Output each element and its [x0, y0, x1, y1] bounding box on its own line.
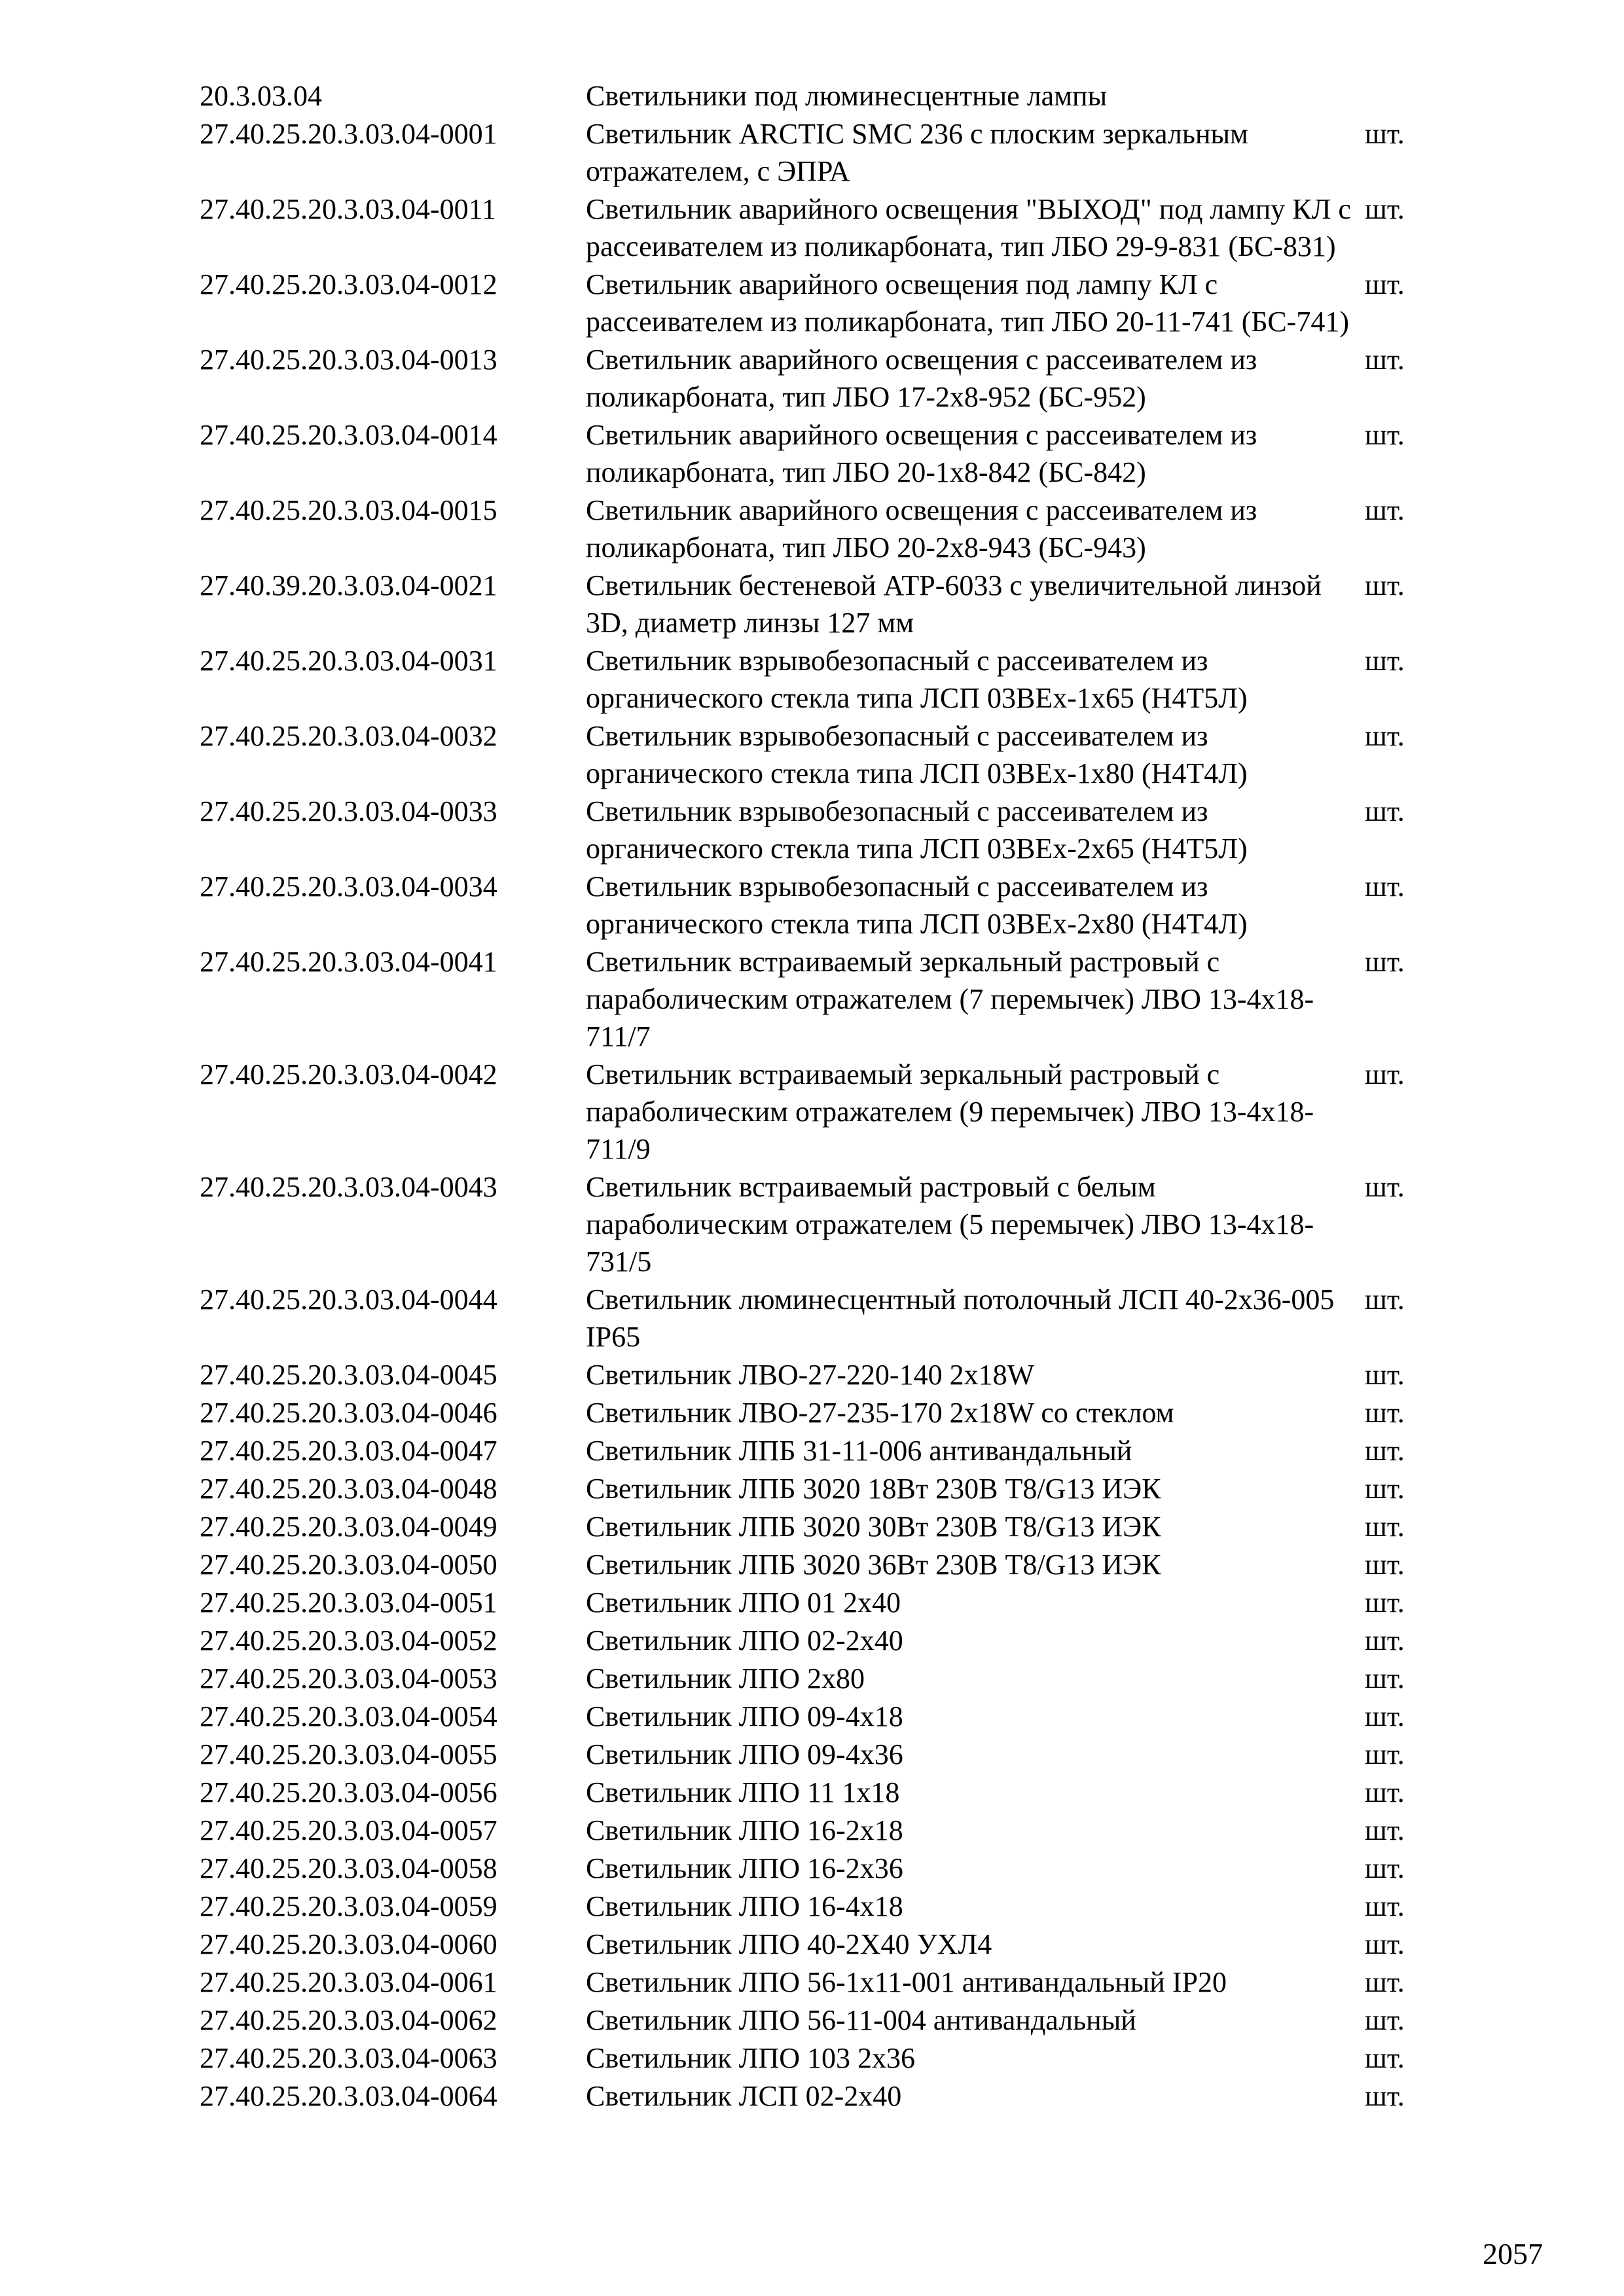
item-unit: шт.	[1365, 1171, 1405, 1203]
item-name: Светильник ARCTIC SMC 236 с плоским зеркальным отражателем, с ЭПРА	[586, 118, 1248, 187]
section-code: 20.3.03.04	[200, 80, 322, 112]
item-code: 27.40.25.20.3.03.04-0051	[200, 1587, 497, 1619]
item-code: 27.40.25.20.3.03.04-0052	[200, 1624, 497, 1657]
item-code: 27.40.25.20.3.03.04-0001	[200, 118, 497, 150]
item-unit: шт.	[1365, 193, 1405, 225]
item-name: Светильник ЛСП 02-2х40	[586, 2080, 902, 2112]
item-unit: шт.	[1365, 1511, 1405, 1543]
item-unit: шт.	[1365, 569, 1405, 601]
item-name: Светильник ЛПО 02-2х40	[586, 1624, 903, 1657]
table-row	[200, 943, 1443, 1055]
table-row	[200, 1888, 1443, 1925]
item-code: 27.40.25.20.3.03.04-0053	[200, 1662, 497, 1695]
price-list	[200, 77, 1443, 2115]
item-name: Светильник ЛПО 16-2х18	[586, 1814, 903, 1846]
item-code: 27.40.25.20.3.03.04-0041	[200, 946, 497, 978]
item-unit: шт.	[1365, 1966, 1405, 1998]
item-code: 27.40.25.20.3.03.04-0050	[200, 1549, 497, 1581]
table-row	[200, 2001, 1443, 2039]
item-code: 27.40.25.20.3.03.04-0032	[200, 720, 497, 752]
table-row	[200, 416, 1443, 491]
item-unit: шт.	[1365, 870, 1405, 903]
section-unit-empty	[1365, 77, 1443, 115]
item-unit: шт.	[1365, 1700, 1405, 1732]
table-row	[200, 1622, 1443, 1659]
table-row	[200, 341, 1443, 416]
item-name: Светильник взрывобезопасный с рассеивателем из органического стекла типа ЛСП 03ВЕх-1х80 (Н4Т4Л)	[586, 720, 1248, 789]
item-unit: шт.	[1365, 1662, 1405, 1695]
item-unit: шт.	[1365, 1624, 1405, 1657]
table-row	[200, 492, 1443, 566]
item-name: Светильник ЛПО 16-4х18	[586, 1890, 903, 1922]
item-name: Светильник ЛПБ 3020 18Вт 230В Т8/G13 ИЭК	[586, 1473, 1161, 1505]
table-row	[200, 2077, 1443, 2115]
item-code: 27.40.25.20.3.03.04-0012	[200, 268, 497, 300]
table-row	[200, 1546, 1443, 1583]
item-name: Светильник взрывобезопасный с рассеивателем из органического стекла типа ЛСП 03ВЕх-2х80 (Н4Т4Л)	[586, 870, 1248, 940]
item-unit: шт.	[1365, 419, 1405, 451]
item-name: Светильник ЛПО 01 2х40	[586, 1587, 901, 1619]
item-name: Светильник аварийного освещения под лампу КЛ с рассеивателем из поликарбоната, тип ЛБО 20-11-741 (БС-741)	[586, 268, 1349, 338]
table-row	[200, 1774, 1443, 1811]
item-unit: шт.	[1365, 268, 1405, 300]
item-code: 27.40.25.20.3.03.04-0057	[200, 1814, 497, 1846]
table-row	[200, 190, 1443, 265]
item-unit: шт.	[1365, 2042, 1405, 2074]
item-name: Светильник ЛПО 56-11-004 антивандальный	[586, 2004, 1136, 2036]
item-unit: шт.	[1365, 1587, 1405, 1619]
item-unit: шт.	[1365, 1283, 1405, 1316]
item-name: Светильник люминесцентный потолочный ЛСП 40-2х36-005 IP65	[586, 1283, 1335, 1353]
table-row	[200, 1508, 1443, 1545]
item-code: 27.40.25.20.3.03.04-0046	[200, 1397, 497, 1429]
table-row	[200, 2039, 1443, 2077]
item-name: Светильник ЛПО 11 1х18	[586, 1776, 900, 1808]
section-header-row	[200, 77, 1443, 115]
item-name: Светильник ЛПО 09-4х18	[586, 1700, 903, 1732]
item-code: 27.40.25.20.3.03.04-0061	[200, 1966, 497, 1998]
table-row	[200, 1660, 1443, 1697]
item-unit: шт.	[1365, 2080, 1405, 2112]
table-row	[200, 868, 1443, 942]
item-name: Светильник ЛВО-27-235-170 2х18W со стеклом	[586, 1397, 1174, 1429]
item-name: Светильник ЛПБ 3020 30Вт 230В Т8/G13 ИЭК	[586, 1511, 1161, 1543]
item-name: Светильник аварийного освещения с рассеивателем из поликарбоната, тип ЛБО 20-1х8-842 (БС-842)	[586, 419, 1257, 488]
item-name: Светильник ЛПО 40-2Х40 УХЛ4	[586, 1928, 992, 1960]
table-row	[200, 1281, 1443, 1355]
item-name: Светильник ЛПО 09-4х36	[586, 1738, 903, 1770]
table-row	[200, 1812, 1443, 1849]
item-unit: шт.	[1365, 1814, 1405, 1846]
item-code: 27.40.25.20.3.03.04-0034	[200, 870, 497, 903]
item-name: Светильник ЛПО 2х80	[586, 1662, 865, 1695]
item-code: 27.40.25.20.3.03.04-0060	[200, 1928, 497, 1960]
table-row	[200, 1584, 1443, 1621]
item-code: 27.40.25.20.3.03.04-0033	[200, 795, 497, 827]
table-row	[200, 115, 1443, 190]
item-unit: шт.	[1365, 946, 1405, 978]
item-code: 27.40.25.20.3.03.04-0062	[200, 2004, 497, 2036]
table-row	[200, 793, 1443, 867]
item-name: Светильник ЛПО 56-1х11-001 антивандальный IP20	[586, 1966, 1227, 1998]
table-row	[200, 1736, 1443, 1773]
table-row	[200, 1698, 1443, 1735]
item-code: 27.40.25.20.3.03.04-0058	[200, 1852, 497, 1884]
item-unit: шт.	[1365, 118, 1405, 150]
item-code: 27.40.39.20.3.03.04-0021	[200, 569, 497, 601]
item-unit: шт.	[1365, 2004, 1405, 2036]
item-unit: шт.	[1365, 1397, 1405, 1429]
item-name: Светильник ЛПБ 31-11-006 антивандальный	[586, 1435, 1132, 1467]
item-code: 27.40.25.20.3.03.04-0043	[200, 1171, 497, 1203]
item-code: 27.40.25.20.3.03.04-0047	[200, 1435, 497, 1467]
item-code: 27.40.25.20.3.03.04-0063	[200, 2042, 497, 2074]
item-unit: шт.	[1365, 1549, 1405, 1581]
item-code: 27.40.25.20.3.03.04-0055	[200, 1738, 497, 1770]
item-code: 27.40.25.20.3.03.04-0015	[200, 494, 497, 526]
item-code: 27.40.25.20.3.03.04-0044	[200, 1283, 497, 1316]
item-code: 27.40.25.20.3.03.04-0042	[200, 1058, 497, 1090]
table-row	[200, 642, 1443, 717]
table-row	[200, 1394, 1443, 1431]
item-unit: шт.	[1365, 1058, 1405, 1090]
table-row	[200, 266, 1443, 340]
table-row	[200, 1850, 1443, 1887]
item-name: Светильник встраиваемый растровый с белым параболическим отражателем (5 перемычек) ЛВО 13-4х18-731/5	[586, 1171, 1314, 1278]
item-unit: шт.	[1365, 344, 1405, 376]
item-code: 27.40.25.20.3.03.04-0049	[200, 1511, 497, 1543]
table-row	[200, 1056, 1443, 1168]
item-unit: шт.	[1365, 795, 1405, 827]
item-name: Светильник ЛПО 103 2х36	[586, 2042, 916, 2074]
item-unit: шт.	[1365, 1435, 1405, 1467]
table-row	[200, 1432, 1443, 1469]
table-row	[200, 1168, 1443, 1280]
item-name: Светильник встраиваемый зеркальный растровый с параболическим отражателем (7 перемычек) ЛВО 13-4х18-711/7	[586, 946, 1314, 1052]
item-unit: шт.	[1365, 1359, 1405, 1391]
item-name: Светильник взрывобезопасный с рассеивателем из органического стекла типа ЛСП 03ВЕх-1х65 (Н4Т5Л)	[586, 645, 1248, 714]
item-unit: шт.	[1365, 645, 1405, 677]
item-code: 27.40.25.20.3.03.04-0048	[200, 1473, 497, 1505]
table-row	[200, 567, 1443, 641]
table-row	[200, 1356, 1443, 1393]
item-name: Светильник бестеневой АТР-6033 с увеличительной линзой 3D, диаметр линзы 127 мм	[586, 569, 1322, 639]
item-name: Светильник аварийного освещения "ВЫХОД" под лампу КЛ с рассеивателем из поликарбоната, тип ЛБО 29-9-831 (БС-831)	[586, 193, 1351, 262]
item-code: 27.40.25.20.3.03.04-0045	[200, 1359, 497, 1391]
item-name: Светильник аварийного освещения с рассеивателем из поликарбоната, тип ЛБО 20-2х8-943 (БС-943)	[586, 494, 1257, 564]
item-code: 27.40.25.20.3.03.04-0011	[200, 193, 497, 225]
item-unit: шт.	[1365, 494, 1405, 526]
item-name: Светильник встраиваемый зеркальный растровый с параболическим отражателем (9 перемычек) ЛВО 13-4х18-711/9	[586, 1058, 1314, 1165]
item-unit: шт.	[1365, 1776, 1405, 1808]
item-code: 27.40.25.20.3.03.04-0056	[200, 1776, 497, 1808]
item-code: 27.40.25.20.3.03.04-0031	[200, 645, 497, 677]
table-row	[200, 1964, 1443, 2001]
item-unit: шт.	[1365, 1738, 1405, 1770]
item-unit: шт.	[1365, 1928, 1405, 1960]
item-name: Светильник ЛВО-27-220-140 2х18W	[586, 1359, 1035, 1391]
item-code: 27.40.25.20.3.03.04-0059	[200, 1890, 497, 1922]
table-row	[200, 717, 1443, 792]
item-name: Светильник взрывобезопасный с рассеивателем из органического стекла типа ЛСП 03ВЕх-2х65 (Н4Т5Л)	[586, 795, 1248, 865]
item-unit: шт.	[1365, 1473, 1405, 1505]
item-unit: шт.	[1365, 1890, 1405, 1922]
item-code: 27.40.25.20.3.03.04-0014	[200, 419, 497, 451]
item-name: Светильник ЛПБ 3020 36Вт 230В Т8/G13 ИЭК	[586, 1549, 1161, 1581]
section-title: Светильники под люминесцентные лампы	[586, 80, 1108, 112]
item-name: Светильник аварийного освещения с рассеивателем из поликарбоната, тип ЛБО 17-2х8-952 (БС-952)	[586, 344, 1257, 413]
item-name: Светильник ЛПО 16-2х36	[586, 1852, 903, 1884]
item-code: 27.40.25.20.3.03.04-0064	[200, 2080, 497, 2112]
table-row	[200, 1470, 1443, 1507]
item-code: 27.40.25.20.3.03.04-0054	[200, 1700, 497, 1732]
table-row	[200, 1926, 1443, 1963]
item-unit: шт.	[1365, 720, 1405, 752]
page-number: 2057	[1483, 2237, 1543, 2270]
item-code: 27.40.25.20.3.03.04-0013	[200, 344, 497, 376]
item-list	[200, 115, 1443, 2115]
item-unit: шт.	[1365, 1852, 1405, 1884]
